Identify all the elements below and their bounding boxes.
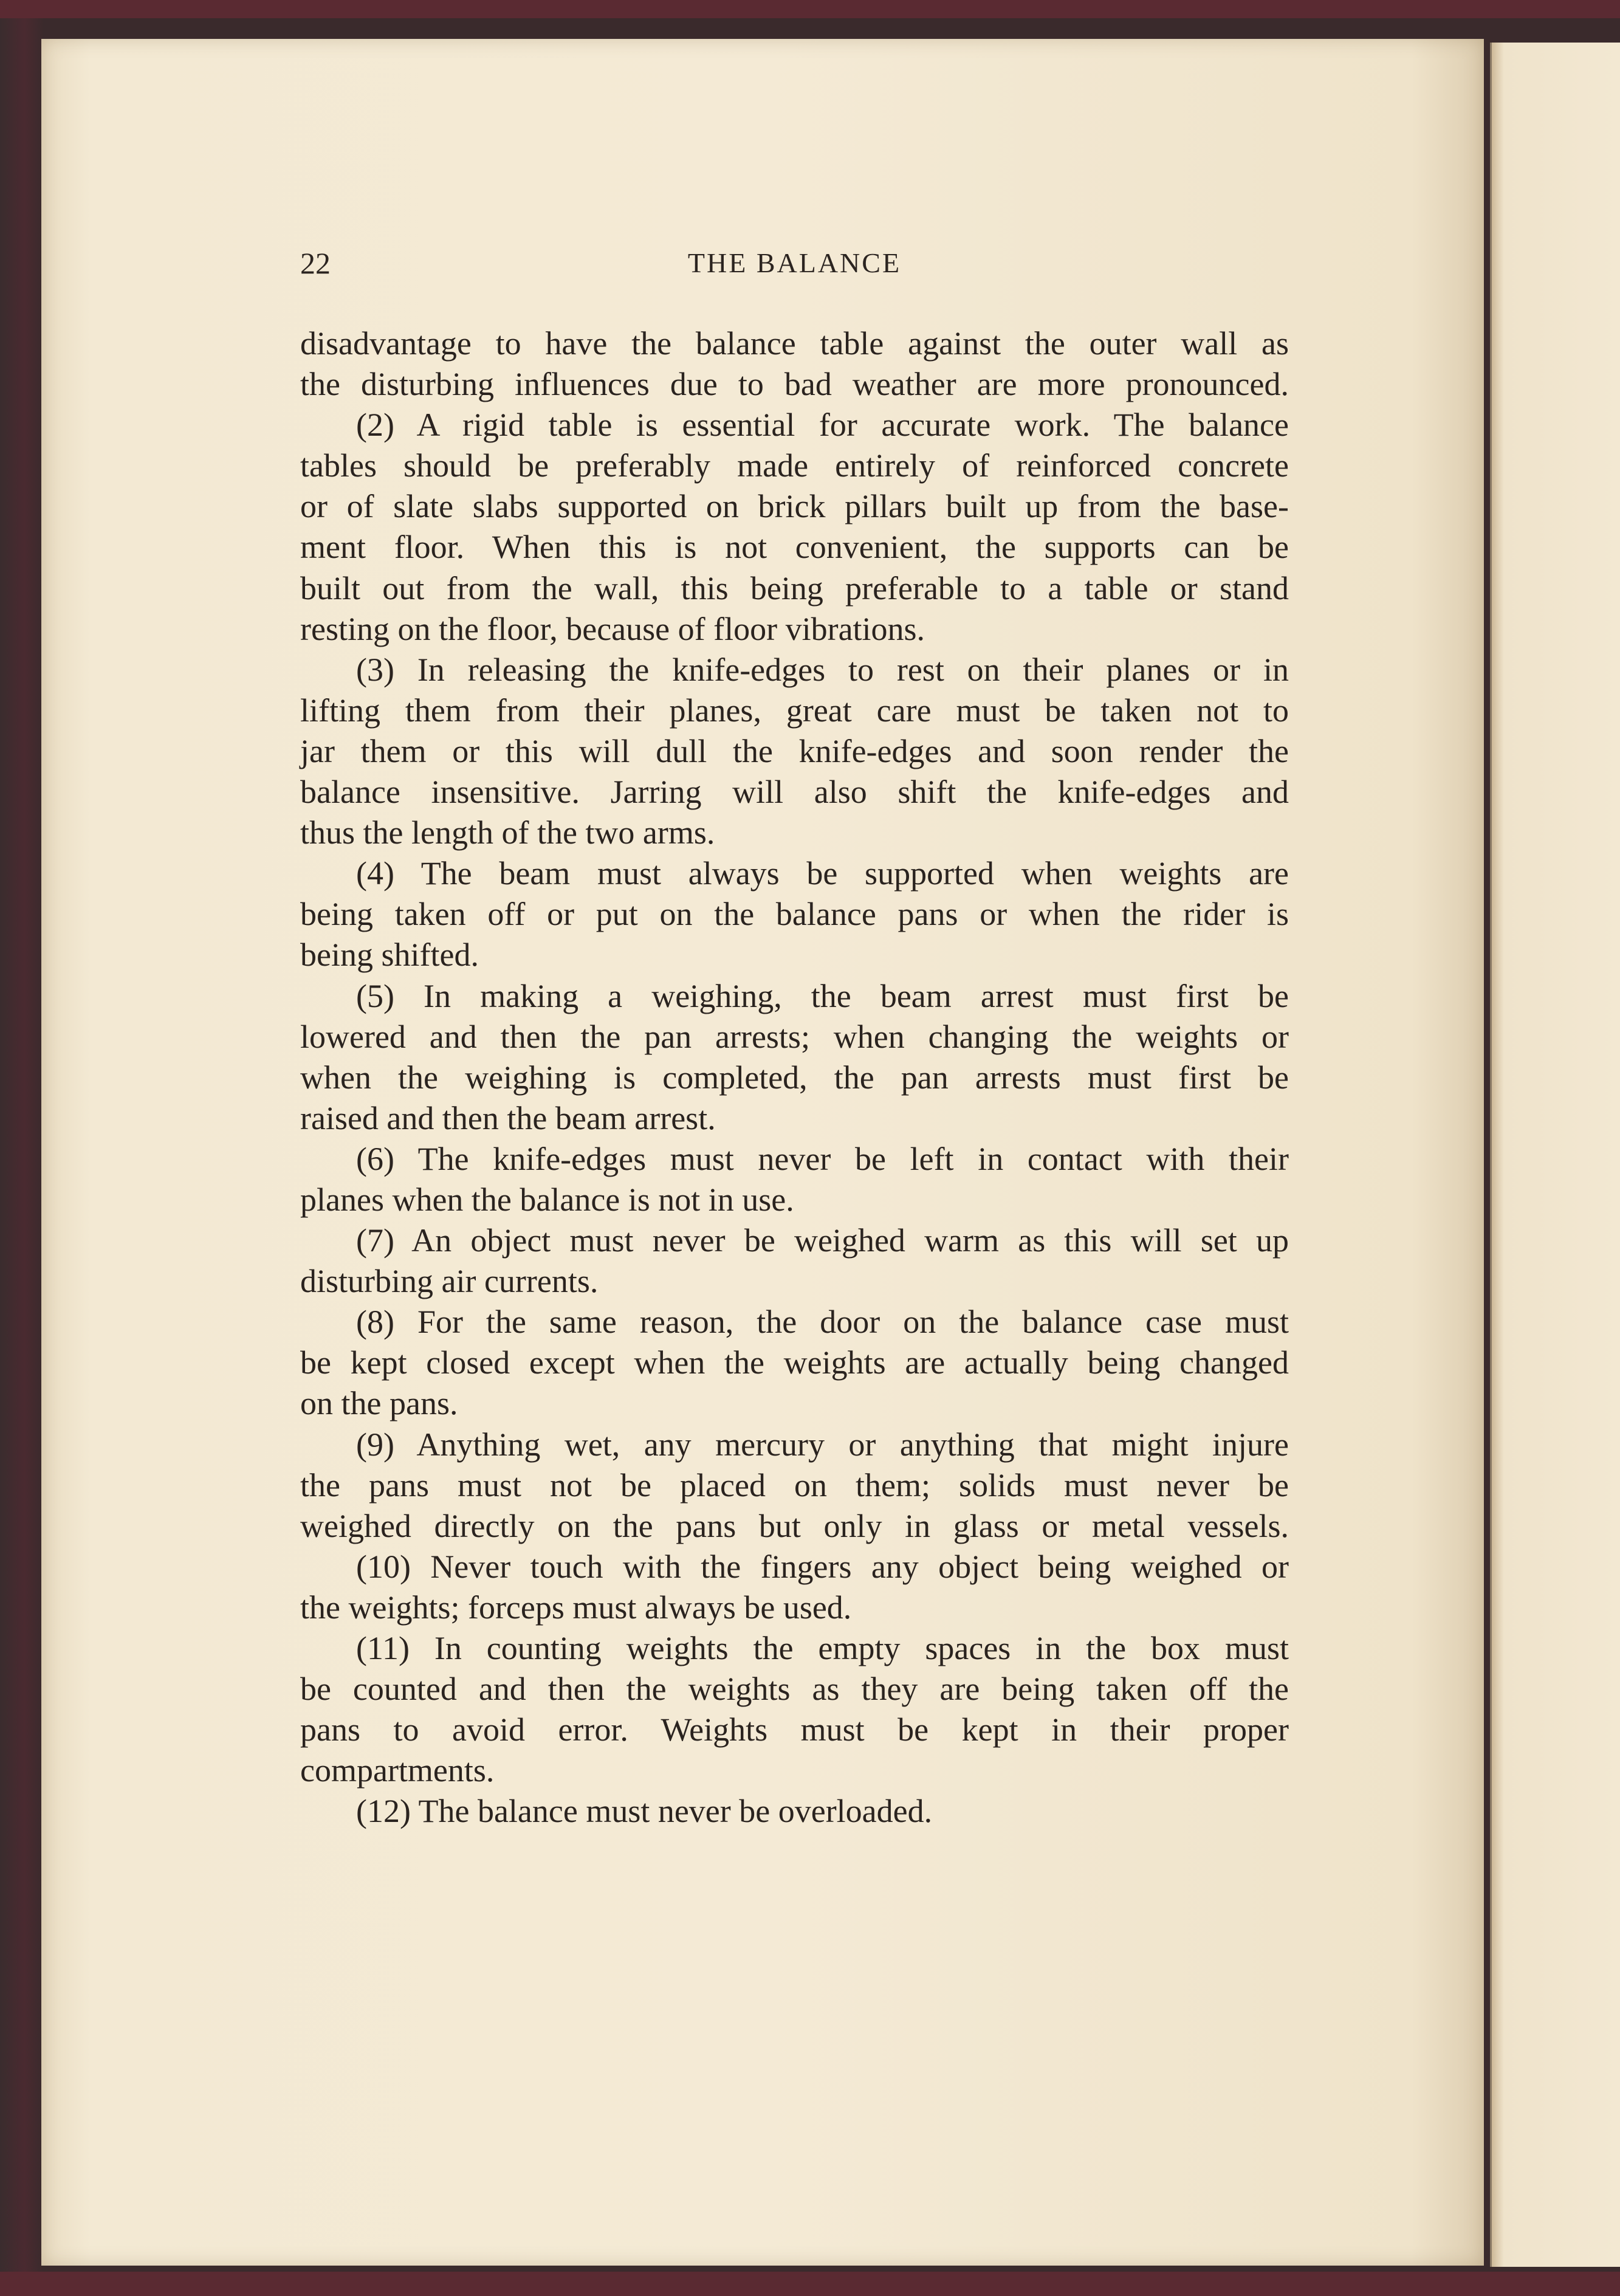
text-line: resting on the floor, because of floor vibrations. xyxy=(300,610,925,647)
text-line: planes when the balance is not in use. xyxy=(300,1181,794,1218)
text-line: balance insensitive. Jarring will also shift the knife-edges and xyxy=(300,774,1289,811)
text-line: compartments. xyxy=(300,1752,495,1789)
text-line: being shifted. xyxy=(300,937,479,974)
text-line: disturbing air currents. xyxy=(300,1263,599,1300)
text-line: disadvantage to have the balance table against the outer wall as xyxy=(300,325,1289,362)
text-line: jar them or this will dull the knife-edges and soon render the xyxy=(300,732,1289,769)
text-line: the disturbing influences due to bad weather are more pronounced. xyxy=(300,366,1289,403)
text-line: be counted and then the weights as they are being taken off the xyxy=(300,1671,1289,1708)
text-line: weighed directly on the pans but only in glass or metal vessels. xyxy=(300,1507,1289,1544)
text-line: lifting them from their planes, great care must be taken not to xyxy=(300,692,1289,729)
page-number: 22 xyxy=(300,246,331,280)
text-line: (4) The beam must always be supported when weights are xyxy=(356,855,1289,892)
text-line: (9) Anything wet, any mercury or anything that might injure xyxy=(356,1426,1289,1463)
text-line: pans to avoid error. Weights must be kept in their proper xyxy=(300,1711,1289,1748)
text-line: (6) The knife-edges must never be left in contact with their xyxy=(356,1140,1289,1177)
text-line: (5) In making a weighing, the beam arrest must first be xyxy=(356,977,1289,1014)
running-title: THE BALANCE xyxy=(687,247,902,278)
text-line: (10) Never touch with the fingers any object being weighed or xyxy=(356,1548,1289,1585)
facing-page-edge xyxy=(1490,43,1620,2267)
text-line: be kept closed except when the weights are actually being changed xyxy=(300,1344,1289,1381)
cover-bottom-edge xyxy=(0,2272,1620,2296)
text-line: or of slate slabs supported on brick pillars built up from the base- xyxy=(300,488,1289,525)
text-line: when the weighing is completed, the pan arrests must first be xyxy=(300,1059,1289,1096)
cover-top-edge xyxy=(0,0,1620,18)
text-line: the pans must not be placed on them; solids must never be xyxy=(300,1466,1289,1504)
text-line: ment floor. When this is not convenient, the supports can be xyxy=(300,529,1289,566)
text-line: on the pans. xyxy=(300,1385,458,1422)
text-line: (12) The balance must never be overloaded. xyxy=(356,1793,933,1830)
text-line: (11) In counting weights the empty spaces in the box must xyxy=(356,1630,1289,1666)
text-line: being taken off or put on the balance pans or when the rider is xyxy=(300,896,1289,933)
text-line: (8) For the same reason, the door on the balance case must xyxy=(356,1304,1289,1341)
text-line: (2) A rigid table is essential for accurate work. The balance xyxy=(356,407,1289,444)
text-line: the weights; forceps must always be used. xyxy=(300,1589,852,1626)
page-body-text xyxy=(300,323,1289,1832)
text-line: (3) In releasing the knife-edges to rest on their planes or in xyxy=(356,651,1289,688)
text-line: lowered and then the pan arrests; when changing the weights or xyxy=(300,1018,1289,1055)
text-line: built out from the wall, this being preferable to a table or stand xyxy=(300,569,1289,607)
page-header xyxy=(300,246,1289,282)
text-line: tables should be preferably made entirely of reinforced concrete xyxy=(300,447,1289,484)
text-line: thus the length of the two arms. xyxy=(300,814,715,851)
text-line: raised and then the beam arrest. xyxy=(300,1099,716,1136)
text-line: (7) An object must never be weighed warm as this will set up xyxy=(356,1222,1289,1259)
